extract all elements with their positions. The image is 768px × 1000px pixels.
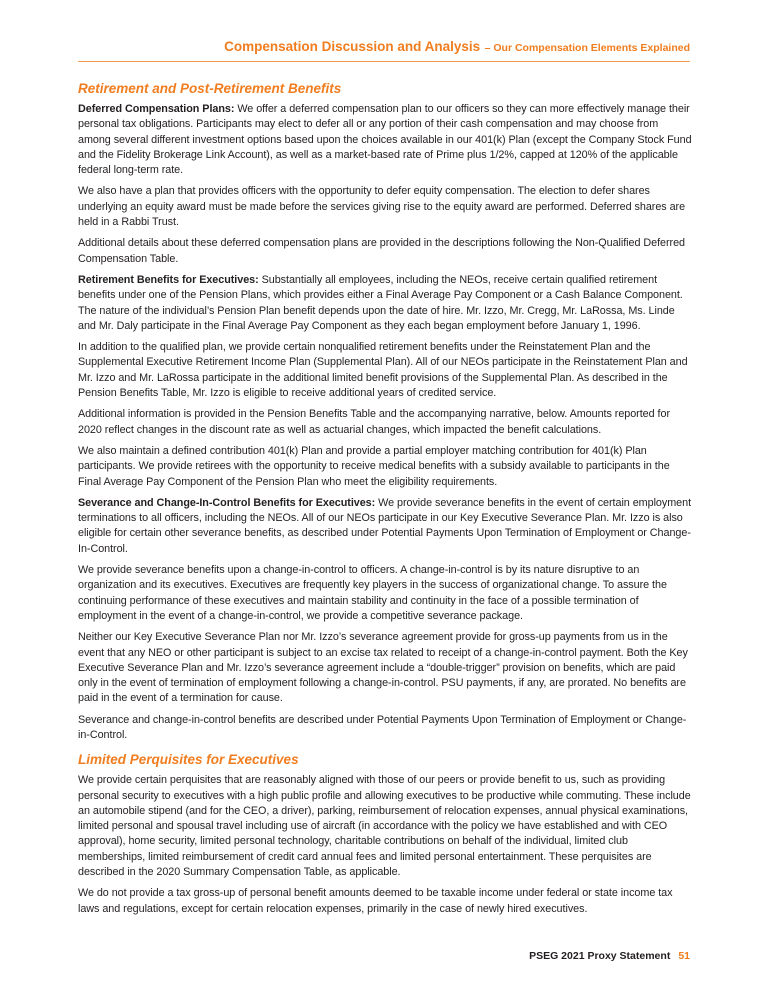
header-subtitle: – Our Compensation Elements Explained xyxy=(484,42,690,54)
paragraph-lead: Deferred Compensation Plans: xyxy=(78,103,235,115)
paragraph-gross-up: Neither our Key Executive Severance Plan nor Mr. Izzo’s severance agreement provide for gross-up payments from us in the event that any NEO or other participant is subject to an excise tax related to receipt of a change-in-control payment. Both the Key Executive Severance Plan and Mr. Izzo’s severance agreement include a “double-trigger” provision on benefits, which are paid only in the event of termination of employment following a change-in-control. PSU payments, if any, are prorated. No benefits are paid in the event of a termination for cause. xyxy=(78,631,688,705)
section-heading-retirement: Retirement and Post-Retirement Benefits xyxy=(78,81,342,96)
paragraph-lead: Retirement Benefits for Executives: xyxy=(78,273,259,286)
page-content xyxy=(78,80,692,923)
paragraph-equity-deferral: We also have a plan that provides officers with the opportunity to defer equity compensation. The election to defer shares underlying an equity award must be made before the services giving rise to the equity award are performed. Deferred shares are held in a Rabbi Trust. xyxy=(78,185,686,229)
paragraph-severance xyxy=(78,496,692,557)
paragraph-text: We offer a deferred compensation plan to our officers so they can more effectively manage their personal tax obligations. Participants may elect to defer all or any portion of their cash compensation and may choose from among several different investment options based upon the choices available in our 401(k) Plan (except the Company Stock Fund and the Fidelity Brokerage Link Account), as well as a market-based rate of Prime plus 1/2%, capped at 120% of the applicable federal long-term rate. xyxy=(78,103,692,177)
paragraph-pension-info: Additional information is provided in the Pension Benefits Table and the accompanying narrative, below. Amounts reported for 2020 reflect changes in the discount rate as well as actuarial changes, which impacted the benefit calculations. xyxy=(78,408,670,436)
paragraph-change-in-control: We provide severance benefits upon a change-in-control to officers. A change-in-control is by its nature disruptive to an organization and its executives. Executives are frequently key players in the success of organizational change. To assure the continuing performance of these executives and maintain stability and continuity in the face of a possible termination of employment in the event of a change-in-control, we provide a competitive severance package. xyxy=(78,564,667,622)
page-header xyxy=(78,38,690,62)
page-number: 51 xyxy=(678,950,690,962)
paragraph-nonqualified-plans: In addition to the qualified plan, we provide certain nonqualified retirement benefits under the Reinstatement Plan and the Supplemental Executive Retirement Income Plan (Supplemental Plan). All of our NEOs participate in the Reinstatement Plan and Mr. Izzo and Mr. LaRossa participate in the additional limited benefit provisions of the Supplemental Plan. As described in the Pension Benefits Table, Mr. Izzo is eligible to receive additional years of credited service. xyxy=(78,341,688,400)
header-title: Compensation Discussion and Analysis xyxy=(224,39,481,54)
paragraph-perquisites: We provide certain perquisites that are reasonably aligned with those of our peers or provide benefit to us, such as providing personal security to executives with a high public profile and allowing executives to be productive while commuting. These include an automobile stipend (and for the CEO, a driver), parking, reimbursement of relocation expenses, annual physical examinations, limited personal and spousal travel including use of aircraft (in accordance with the policy we have established and with CEO approval), home security, limited personal technology, charitable contributions on behalf of the individual, limited club memberships, limited reimbursement of credit card annual fees and limited personal entertainment. These perquisites are described in the 2020 Summary Compensation Table, as applicable. xyxy=(78,774,691,879)
paragraph-severance-reference: Severance and change-in-control benefits are described under Potential Payments Upon Termination of Employment or Change-in-Control. xyxy=(78,713,687,741)
page-footer xyxy=(529,950,690,962)
paragraph-lead: Severance and Change-In-Control Benefits for Executives: xyxy=(78,496,376,509)
section-heading-perquisites: Limited Perquisites for Executives xyxy=(78,752,299,768)
paragraph-text: We provide severance benefits in the event of certain employment terminations to all officers, including the NEOs. All of our NEOs participate in our Key Executive Severance Plan. Mr. Izzo is also eligible for certain other severance benefits, as described under Potential Payments Upon Termination of Employment or Change-In-Control. xyxy=(78,496,692,555)
footer-document-title: PSEG 2021 Proxy Statement xyxy=(529,950,671,962)
paragraph-tax-gross-up: We do not provide a tax gross-up of personal benefit amounts deemed to be taxable income under federal or state income tax laws and regulations, except for certain relocation expenses, primarily in the case of newly hired executives. xyxy=(78,887,673,915)
paragraph-retirement-benefits xyxy=(78,273,692,334)
paragraph-deferred-compensation xyxy=(78,102,692,178)
paragraph-text: Substantially all employees, including the NEOs, receive certain qualified retirement benefits under one of the Pension Plans, which provides either a Final Average Pay Component or a Cash Balance Component. The nature of the individual’s Pension Plan benefit depends upon the date of hire. Mr. Izzo, Mr. Cregg, Mr. LaRossa, Ms. Linde and Mr. Daly participate in the Final Average Pay Component as they each began employment before January 1, 1996. xyxy=(78,273,683,332)
paragraph-deferred-details: Additional details about these deferred compensation plans are provided in the descriptions following the Non-Qualified Deferred Compensation Table. xyxy=(78,237,685,265)
paragraph-401k: We also maintain a defined contribution 401(k) Plan and provide a partial employer matching contribution for 401(k) Plan participants. We provide retirees with the opportunity to receive medical benefits with a subsidy available to participants in the Final Average Pay Component of the Pension Plan who meet the eligibility requirements. xyxy=(78,444,670,488)
